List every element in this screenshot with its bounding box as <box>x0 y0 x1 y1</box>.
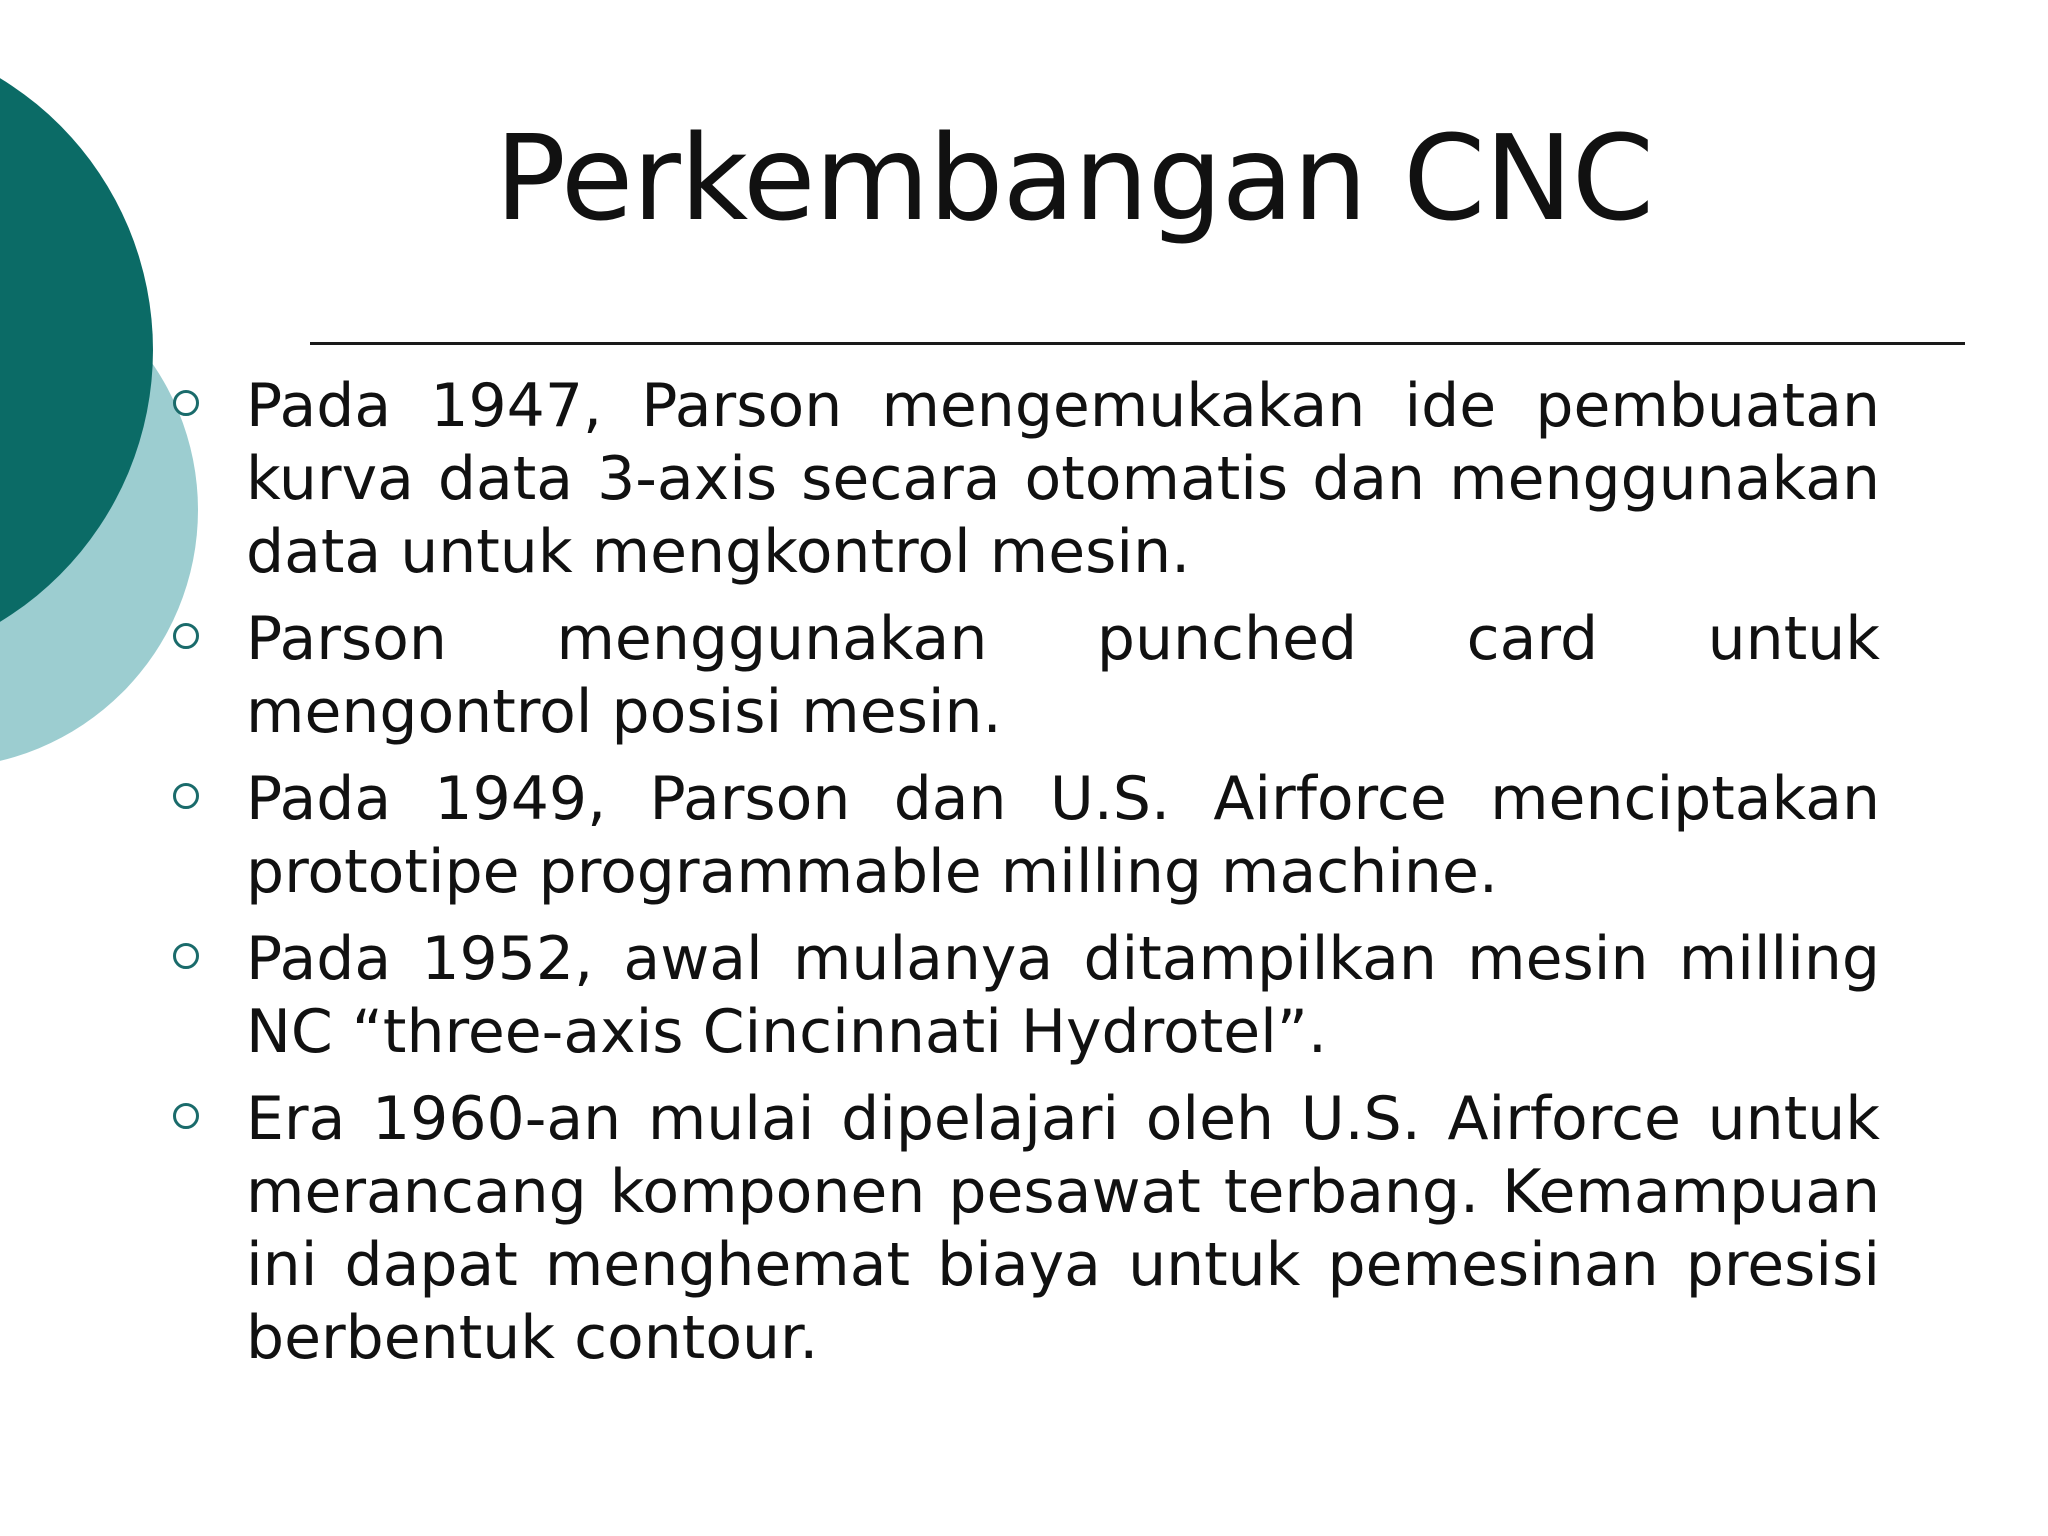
slide-title: Perkembangan CNC <box>494 109 1654 247</box>
circle-bullet-icon <box>173 623 199 649</box>
bullet-item <box>170 763 1880 909</box>
circle-bullet-icon <box>173 783 199 809</box>
bullet-item <box>170 1083 1880 1375</box>
bullet-item <box>170 370 1880 589</box>
bullet-item <box>170 603 1880 749</box>
bullet-text: Pada 1952, awal mulanya ditampilkan mesin milling NC “three-axis Cincinnati Hydrotel”. <box>246 924 1880 1067</box>
bullet-text: Era 1960-an mulai dipelajari oleh U.S. Airforce untuk merancang komponen pesawat terbang. Kemampuan ini dapat menghemat biaya untuk pemesinan presisi berbentuk contour. <box>246 1084 1880 1373</box>
bullet-item <box>170 923 1880 1069</box>
circle-bullet-icon <box>173 943 199 969</box>
title-divider <box>310 342 1965 345</box>
bullet-list <box>170 370 1880 1389</box>
circle-bullet-icon <box>173 390 199 416</box>
bullet-text: Pada 1949, Parson dan U.S. Airforce menciptakan prototipe programmable milling machine. <box>246 764 1880 907</box>
bullet-text: Parson menggunakan punched card untuk mengontrol posisi mesin. <box>246 604 1880 747</box>
bullet-text: Pada 1947, Parson mengemukakan ide pembuatan kurva data 3-axis secara otomatis dan menggunakan data untuk mengkontrol mesin. <box>246 371 1880 587</box>
circle-bullet-icon <box>173 1103 199 1129</box>
